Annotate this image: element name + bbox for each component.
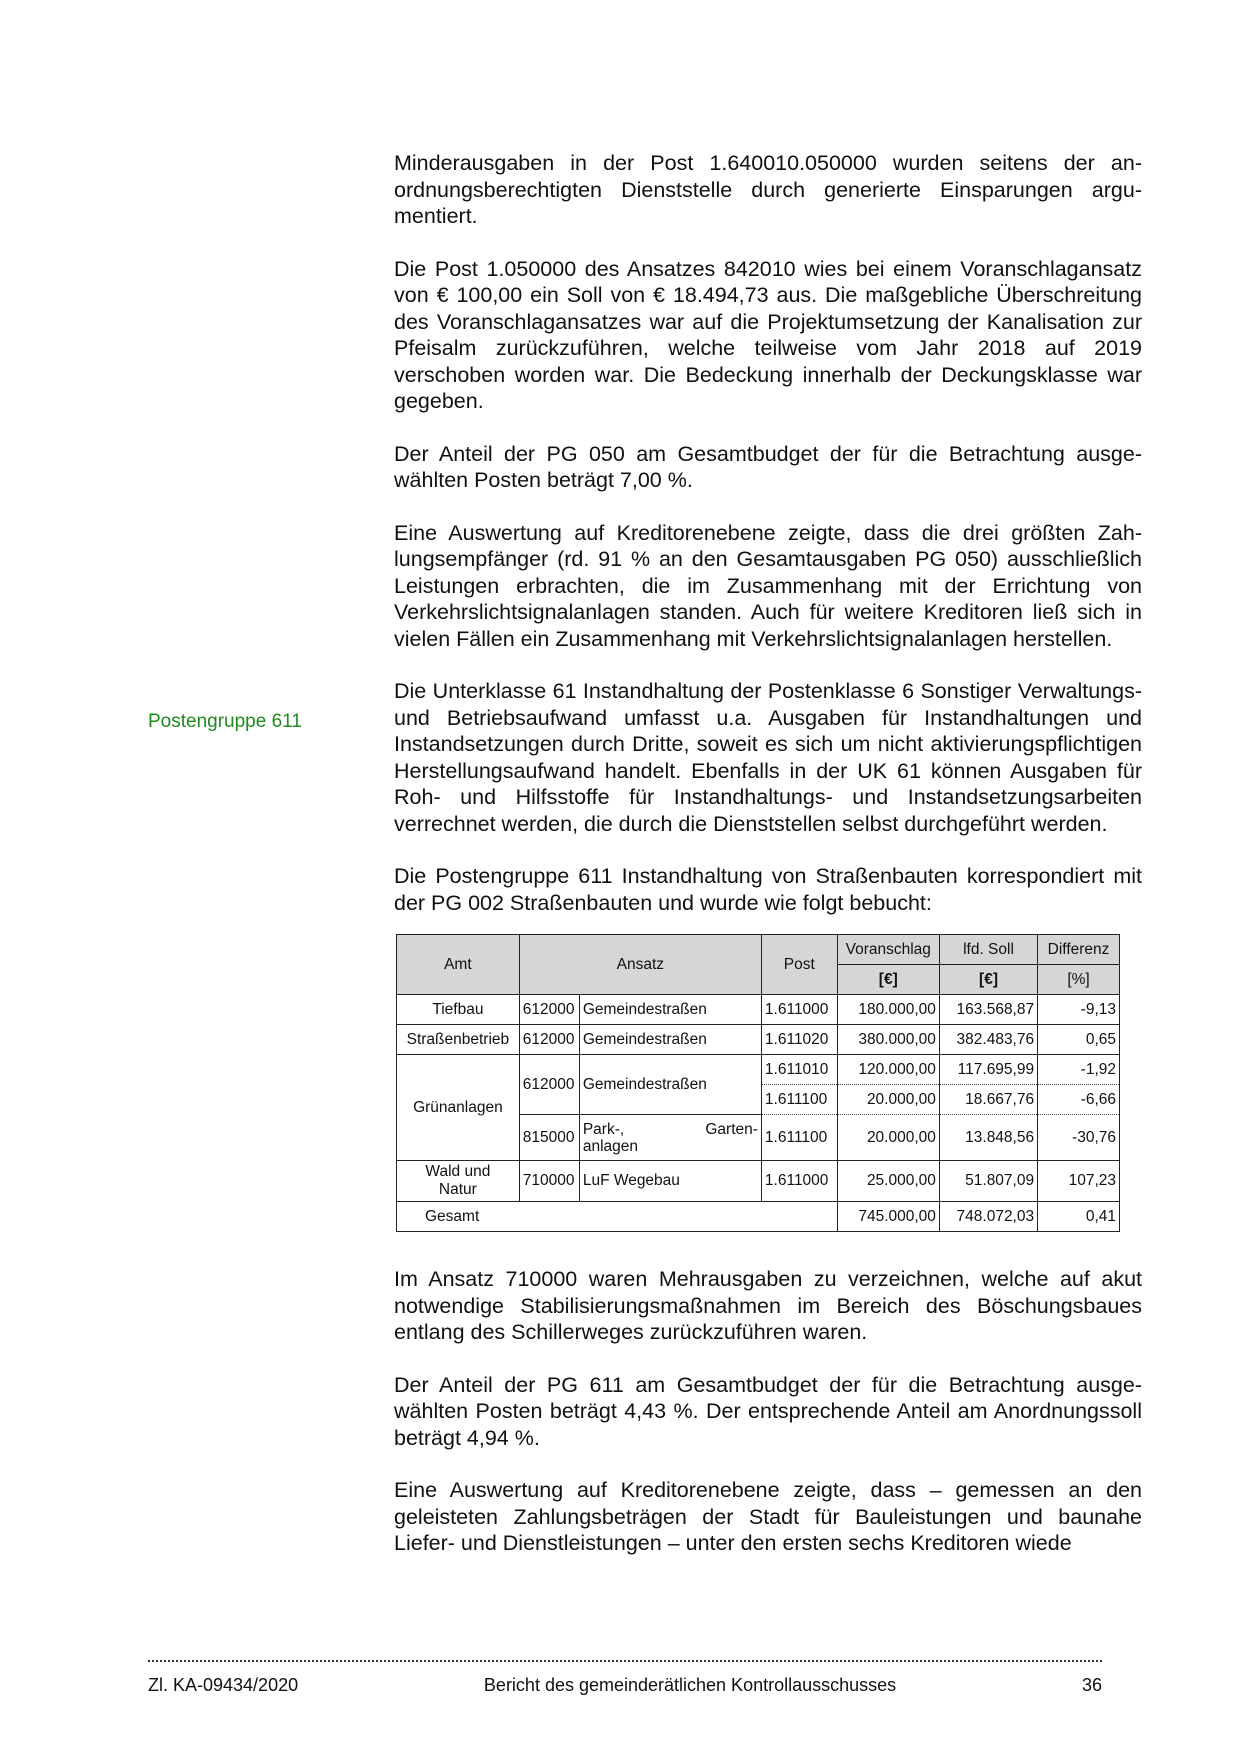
amt-part: Natur [438,1181,477,1198]
cell-soll: 748.072,03 [939,1202,1037,1232]
header-soll: lfd. Soll [939,935,1037,965]
cell-post: 1.611020 [761,1025,837,1055]
page-number: 36 [1081,1675,1102,1695]
header-differenz: Differenz [1038,935,1120,965]
paragraph: Die Post 1.050000 des Ansatzes 842010 wies bei einem Voranschlagansatz von € 100,00 ein Soll von € 18.494,73 aus. Die maßgebliche Überschreitung des Voranschlagansatzes war auf die Projektumsetzung der Kanalisation zur Pfeisalm zurückzuführen, welche teilweise vom Jahr 2018 auf 2019 verschoben worden war. Die Bedeckung innerhalb der Deckungsklasse war gegeben. [394,256,1142,413]
ansatz-name-part: Park-, [582,1120,625,1138]
cell-ansatz-nr: 612000 [519,1055,579,1115]
cell-ansatz-nr: 815000 [519,1115,579,1161]
header-post: Post [761,935,837,995]
header-soll-unit: [€] [939,965,1037,995]
cell-soll: 382.483,76 [939,1025,1037,1055]
paragraph: Minderausgaben in der Post 1.640010.050000 wurden seitens der anordnungsberechtigten Dienststelle durch generierte Einsparungen argumentiert. [394,151,1142,228]
footer-divider [148,1660,1102,1662]
ansatz-name-part: anlagen [582,1137,638,1155]
cell-voranschlag: 25.000,00 [837,1161,939,1202]
amt-part: Wald und [425,1163,491,1180]
footer-reference: Zl. KA-09434/2020 [148,1675,299,1695]
header-ansatz: Ansatz [519,935,761,995]
cell-soll: 51.807,09 [939,1161,1037,1202]
cell-differenz: -9,13 [1038,995,1120,1025]
cell-amt: Grünanlagen [397,1055,520,1161]
header-amt: Amt [397,935,520,995]
table-row [397,995,1120,1025]
cell-soll: 13.848,56 [939,1115,1037,1161]
table-total-row [397,1202,1120,1232]
cell-soll: 163.568,87 [939,995,1037,1025]
footer-title: Bericht des gemeinderätlichen Kontrollausschusses [483,1675,897,1695]
cell-differenz: -30,76 [1038,1115,1120,1161]
paragraph: Eine Auswertung auf Kreditorenebene zeigte, dass – gemessen an den geleisteten Zahlungsbeträgen der Stadt für Bauleistungen und baunahe Liefer- und Dienstleistungen – unter den ersten sechs Kreditoren wiede [394,1478,1142,1555]
cell-post: 1.611000 [761,1161,837,1202]
paragraph: Der Anteil der PG 050 am Gesamtbudget der für die Betrachtung ausgewählten Posten beträgt 7,00 %. [394,441,1142,492]
header-voranschlag-unit: [€] [837,965,939,995]
cell-voranschlag: 745.000,00 [837,1202,939,1232]
cell-voranschlag: 180.000,00 [837,995,939,1025]
cell-post: 1.611000 [761,995,837,1025]
cell-voranschlag: 20.000,00 [837,1115,939,1161]
cell-ansatz-name: Gemeindestraßen [579,1025,761,1055]
cell-differenz: 0,65 [1038,1025,1120,1055]
cell-differenz: -6,66 [1038,1085,1120,1115]
body-column [394,150,1142,1583]
cell-ansatz-nr: 710000 [519,1161,579,1202]
margin-label: Postengruppe 611 [148,711,302,732]
budget-table [396,934,1120,1232]
cell-differenz: -1,92 [1038,1055,1120,1085]
paragraph: Der Anteil der PG 611 am Gesamtbudget der für die Betrachtung ausgewählten Posten beträgt 4,43 %. Der entsprechende Anteil am Anordnungssoll beträgt 4,94 %. [394,1372,1142,1450]
paragraph: Die Unterklasse 61 Instandhaltung der Postenklasse 6 Sonstiger Verwaltungs- und Betriebsaufwand umfasst u.a. Ausgaben für Instandhaltungen und Instandsetzungen durch Dritte, soweit es sich um nicht aktivierungspflichtigen Herstellungsaufwand handelt. Ebenfalls in der UK 61 können Ausgaben für Roh- und Hilfsstoffe für Instandhaltungs- und Instandsetzungsarbeiten verrechnet werden, die durch die Dienststellen selbst durchgeführt werden. [394,679,1142,836]
footer [148,1675,1102,1696]
cell-ansatz-name: Gemeindestraßen [579,995,761,1025]
cell-soll: 117.695,99 [939,1055,1037,1085]
header-voranschlag: Voranschlag [837,935,939,965]
cell-voranschlag: 120.000,00 [837,1055,939,1085]
cell-total-label: Gesamt [397,1202,838,1232]
cell-amt: Straßenbetrieb [397,1025,520,1055]
table-header-row [397,935,1120,965]
paragraph: Im Ansatz 710000 waren Mehrausgaben zu verzeichnen, welche auf akut notwendige Stabilisierungsmaßnahmen im Bereich des Böschungsbaues entlang des Schillerweges zurückzuführen waren. [394,1267,1142,1344]
cell-ansatz-nr: 612000 [519,1025,579,1055]
cell-post: 1.611100 [761,1115,837,1161]
cell-ansatz-name [579,1115,761,1161]
cell-ansatz-name: Gemeindestraßen [579,1055,761,1115]
paragraph: Die Postengruppe 611 Instandhaltung von Straßenbauten korrespondiert mit der PG 002 Straßenbauten und wurde wie folgt bebucht: [394,864,1142,915]
cell-post: 1.611010 [761,1055,837,1085]
cell-differenz: 107,23 [1038,1161,1120,1202]
cell-ansatz-nr: 612000 [519,995,579,1025]
table-row [397,1055,1120,1085]
header-differenz-unit: [%] [1038,965,1120,995]
cell-voranschlag: 20.000,00 [837,1085,939,1115]
paragraph: Eine Auswertung auf Kreditorenebene zeigte, dass die drei größten Zahlungsempfänger (rd. 91 % an den Gesamtausgaben PG 050) ausschließlich Leistungen erbrachten, die im Zusammenhang mit der Errichtung von Verkehrslichtsignalanlagen standen. Auch für weitere Kreditoren ließ sich in vielen Fällen ein Zusammenhang mit Verkehrslichtsignalanlagen herstellen. [394,520,1142,651]
cell-soll: 18.667,76 [939,1085,1037,1115]
cell-ansatz-name: LuF Wegebau [579,1161,761,1202]
cell-post: 1.611100 [761,1085,837,1115]
ansatz-name-part: Garten- [705,1120,758,1138]
cell-voranschlag: 380.000,00 [837,1025,939,1055]
table-row [397,1025,1120,1055]
cell-differenz: 0,41 [1038,1202,1120,1232]
table-row [397,1161,1120,1202]
cell-amt: Tiefbau [397,995,520,1025]
cell-amt [397,1161,520,1202]
